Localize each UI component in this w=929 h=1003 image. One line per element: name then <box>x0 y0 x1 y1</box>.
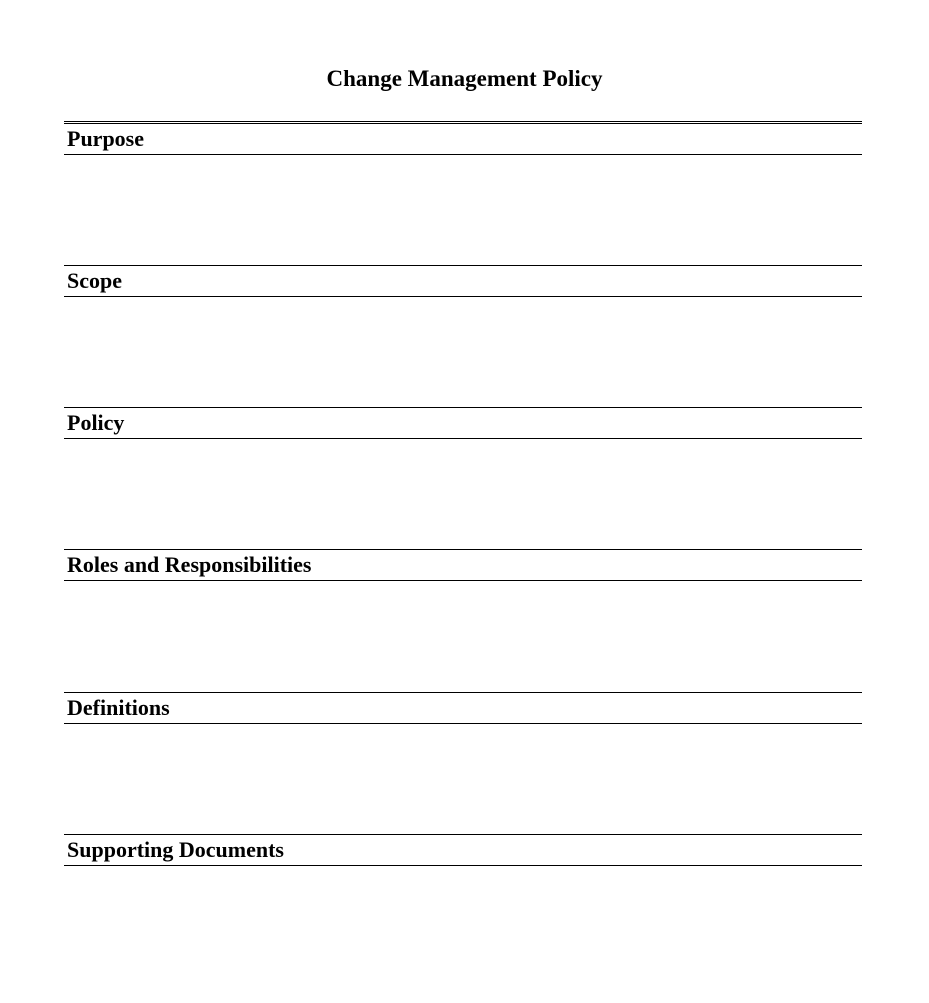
section-purpose <box>64 123 862 155</box>
section-heading-purpose: Purpose <box>67 126 144 151</box>
section-supporting-documents <box>64 834 862 866</box>
section-heading-policy: Policy <box>67 410 125 435</box>
section-heading-scope: Scope <box>67 268 122 293</box>
section-policy <box>64 407 862 439</box>
section-definitions <box>64 692 862 724</box>
title-divider-top <box>64 121 862 122</box>
section-roles-responsibilities <box>64 549 862 581</box>
section-heading-definitions: Definitions <box>67 695 170 720</box>
section-heading-roles-responsibilities: Roles and Responsibilities <box>67 552 312 577</box>
document-title: Change Management Policy <box>326 66 603 91</box>
section-heading-supporting-documents: Supporting Documents <box>67 837 284 862</box>
section-scope <box>64 265 862 297</box>
